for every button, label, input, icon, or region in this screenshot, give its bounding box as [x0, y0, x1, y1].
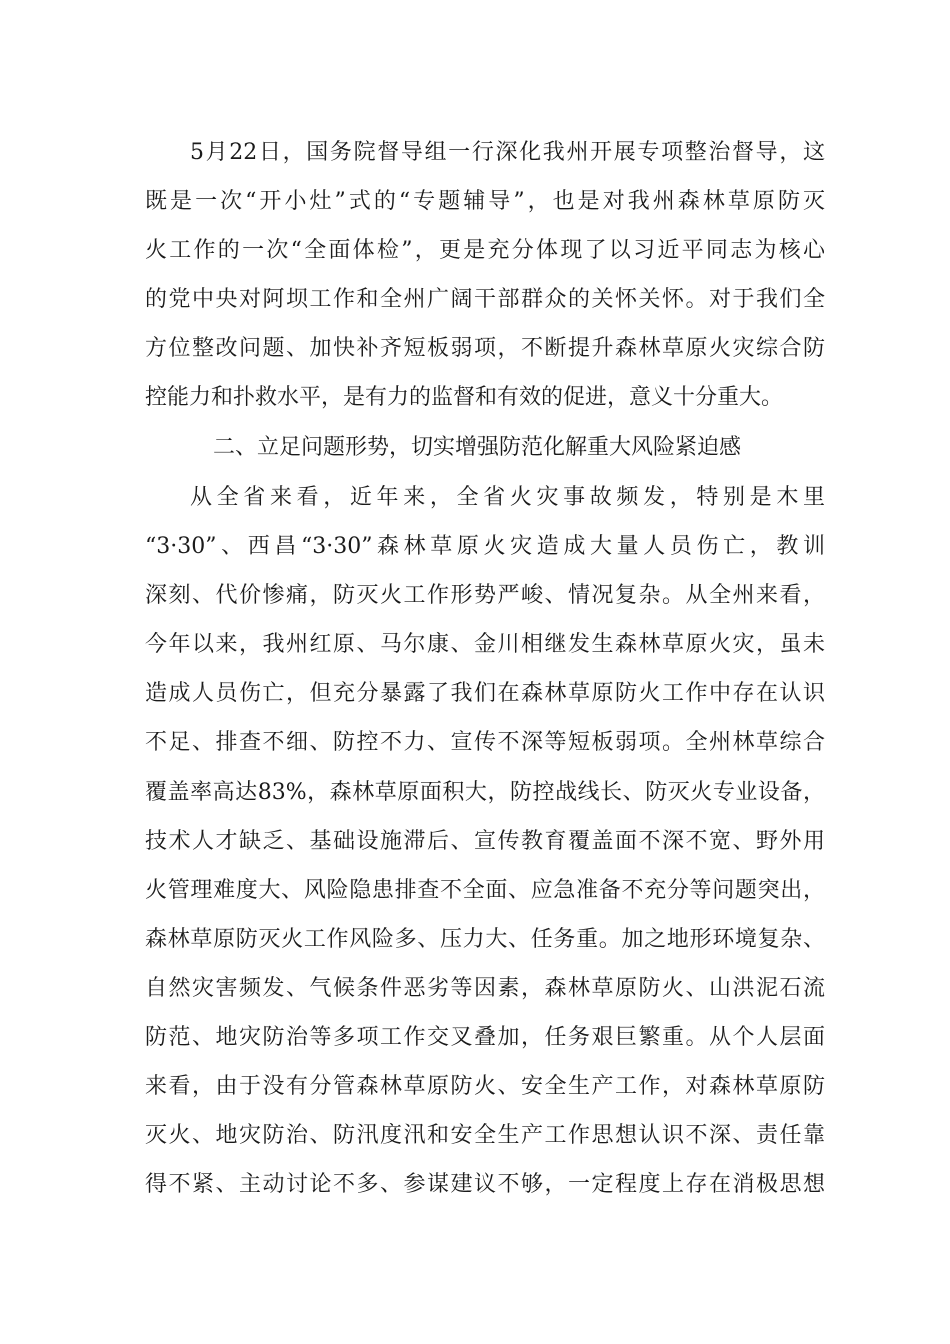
paragraph-1-line-4: 的党中央对阿坝工作和全州广阔干部群众的关怀关怀。对于我们全: [145, 287, 825, 312]
paragraph-1-line-1: 5月22日，国务院督导组一行深化我州开展专项整治督导，这: [190, 140, 825, 165]
paragraph-2-line-1: 从全省来看，近年来，全省火灾事故频发，特别是木里: [190, 485, 825, 510]
paragraph-2-line-3: 深刻、代价惨痛，防灭火工作形势严峻、情况复杂。从全州来看，: [145, 583, 825, 608]
paragraph-2-line-4: 今年以来，我州红原、马尔康、金川相继发生森林草原火灾，虽未: [145, 632, 825, 657]
paragraph-2-line-5: 造成人员伤亡，但充分暴露了我们在森林草原防火工作中存在认识: [145, 681, 825, 706]
paragraph-2-line-9: 火管理难度大、风险隐患排查不全面、应急准备不充分等问题突出，: [145, 878, 825, 903]
paragraph-2-line-15: 得不紧、主动讨论不多、参谋建议不够，一定程度上存在消极思想: [145, 1172, 825, 1197]
paragraph-2-line-13: 来看，由于没有分管森林草原防火、安全生产工作，对森林草原防: [145, 1074, 825, 1099]
paragraph-2-line-12: 防范、地灾防治等多项工作交叉叠加，任务艰巨繁重。从个人层面: [145, 1025, 825, 1050]
paragraph-2-line-2: “3·30”、西昌“3·30”森林草原火灾造成大量人员伤亡，教训: [145, 534, 825, 559]
paragraph-1-line-3: 火工作的一次“全面体检”，更是充分体现了以习近平同志为核心: [145, 238, 825, 263]
paragraph-1-line-5: 方位整改问题、加快补齐短板弱项，不断提升森林草原火灾综合防: [145, 336, 825, 361]
section-heading: 二、立足问题形势，切实增强防范化解重大风险紧迫感: [213, 435, 742, 460]
paragraph-1-line-6: 控能力和扑救水平，是有力的监督和有效的促进，意义十分重大。: [145, 385, 784, 410]
paragraph-2-line-10: 森林草原防灭火工作风险多、压力大、任务重。加之地形环境复杂、: [145, 927, 825, 952]
paragraph-1-line-2: 既是一次“开小灶”式的“专题辅导”，也是对我州森林草原防灭: [145, 189, 825, 214]
paragraph-2-line-8: 技术人才缺乏、基础设施滞后、宣传教育覆盖面不深不宽、野外用: [145, 829, 825, 854]
paragraph-2-line-7: 覆盖率高达83%，森林草原面积大，防控战线长、防灭火专业设备，: [145, 780, 825, 805]
paragraph-2-line-6: 不足、排查不细、防控不力、宣传不深等短板弱项。全州林草综合: [145, 730, 825, 755]
paragraph-2-line-14: 灭火、地灾防治、防汛度汛和安全生产工作思想认识不深、责任靠: [145, 1123, 825, 1148]
paragraph-2-line-11: 自然灾害频发、气候条件恶劣等因素，森林草原防火、山洪泥石流: [145, 976, 825, 1001]
